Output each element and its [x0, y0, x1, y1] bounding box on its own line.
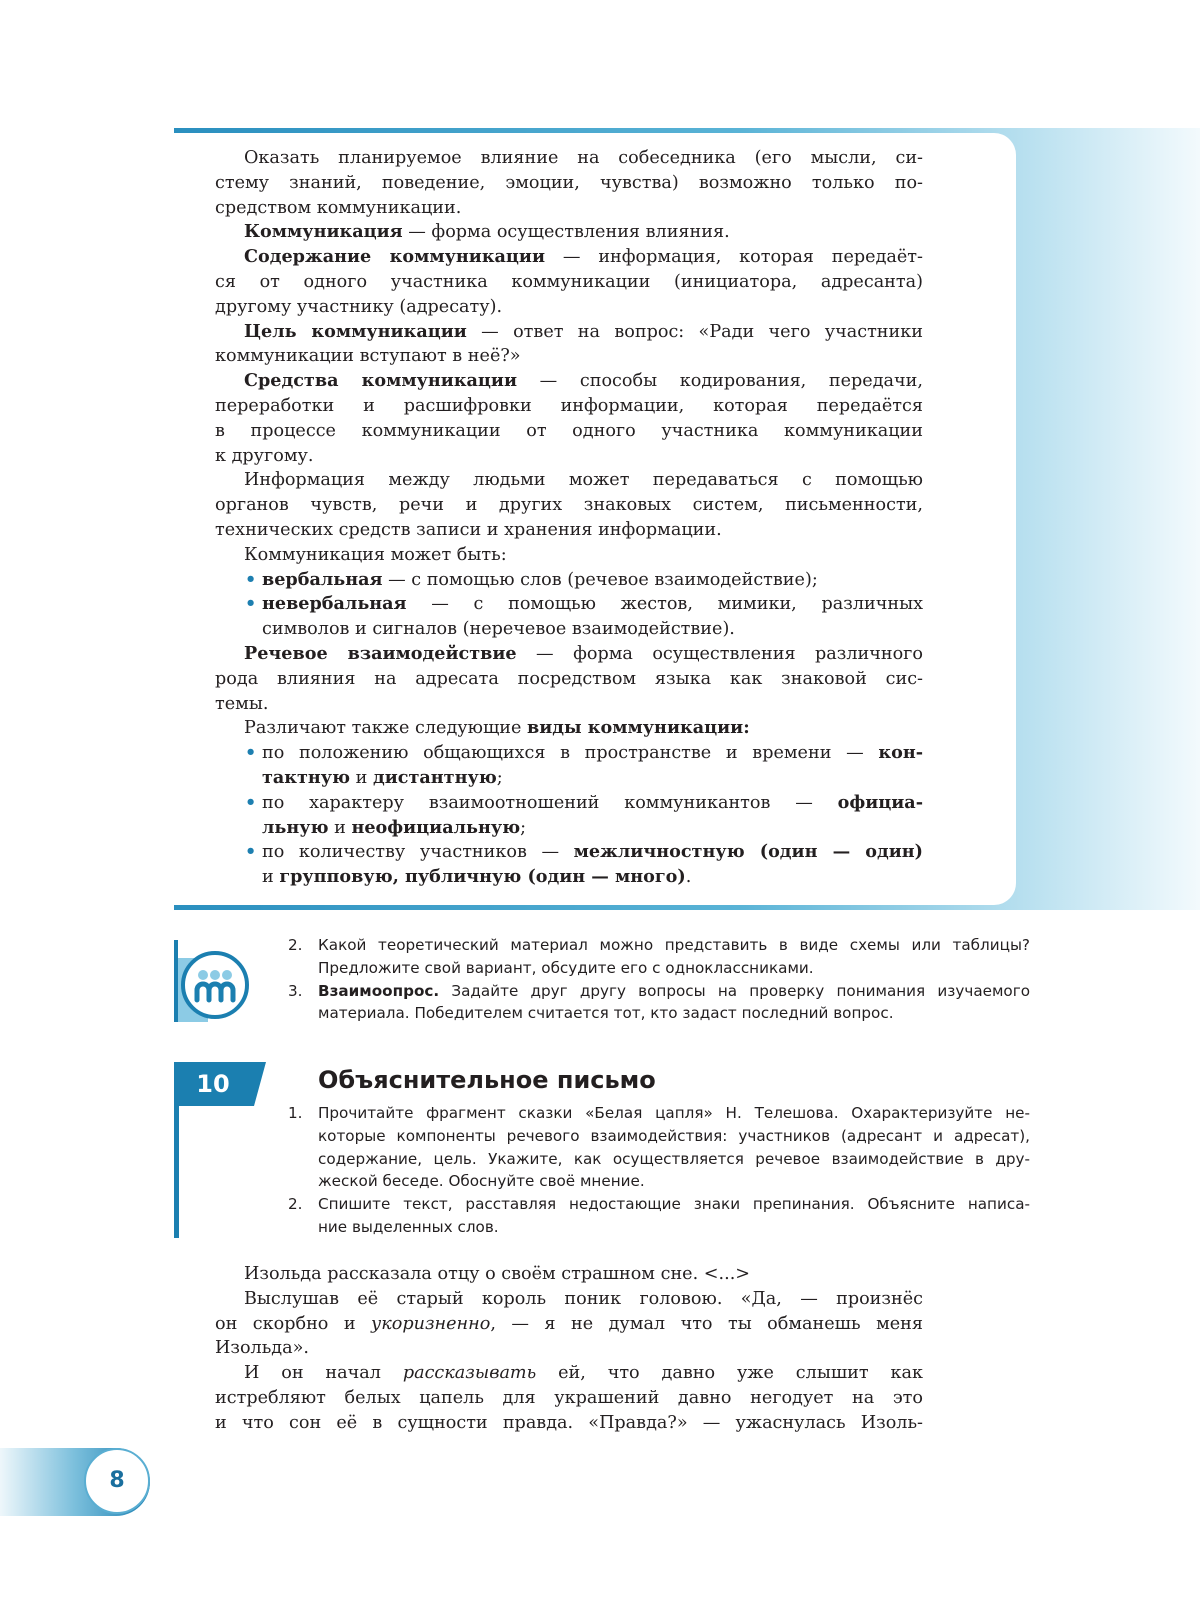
text-run: переработки и расшифровки информации, которая передаётся [215, 395, 923, 416]
group-task-list [288, 934, 1030, 1025]
text-run: Прочитайте фрагмент сказки «Белая цапля» Н. Телешова. Охарактеризуйте не- [318, 1104, 1030, 1122]
text-line [215, 369, 923, 394]
text-run: в процессе коммуникации от одного участника коммуникации [215, 420, 923, 441]
exercise-title: Объяснительное письмо [318, 1066, 656, 1094]
italic-word: рассказывать [402, 1363, 537, 1384]
bold-term: групповую, публичную (один — много) [279, 866, 686, 888]
bold-term: льную [262, 816, 329, 838]
text-run: рода влияния на адресата посредством языка как знаковой сис- [215, 668, 923, 689]
text-line [215, 1262, 923, 1287]
text-line [215, 171, 923, 196]
text-line [215, 394, 923, 419]
text-run: Задайте друг другу вопросы на проверку понимания изучаемого [439, 981, 1030, 1000]
paragraph [215, 716, 923, 741]
bullet-icon: • [245, 791, 257, 813]
group-discussion-icon [180, 950, 250, 1020]
bold-term: вербальная [262, 568, 383, 590]
text-line [318, 1125, 1030, 1148]
paragraph [215, 543, 923, 568]
text-line [262, 592, 923, 617]
text-run: Изольда рассказала отцу о своём страшном сне. <...> [244, 1264, 751, 1284]
text-run: — информация, которая передаёт- [545, 247, 923, 268]
bold-term: Содержание коммуникации [244, 246, 546, 268]
text-run: , — я не думал что ты обманешь меня [490, 1313, 923, 1334]
text-line [215, 146, 923, 171]
text-run: ; [520, 817, 527, 838]
bullet-item [215, 568, 923, 593]
text-line [215, 220, 923, 245]
bullet-item [215, 741, 923, 791]
text-run: органов чувств, речи и других знаковых систем, письменности, [215, 495, 923, 516]
text-run: жеской беседе. Обоснуйте своё мнение. [318, 1172, 645, 1191]
bold-term: кон- [878, 742, 923, 764]
bold-term: Коммуникация [244, 221, 403, 243]
text-line [215, 1287, 923, 1312]
italic-word: укоризненно [371, 1313, 491, 1334]
paragraph [215, 220, 923, 245]
paragraph [215, 1262, 923, 1287]
text-run: по количеству участников — [262, 842, 574, 863]
text-line [318, 1216, 1030, 1239]
bold-term: межличностную (один — один) [573, 841, 923, 863]
text-line [262, 766, 923, 791]
paragraph [215, 245, 923, 319]
text-line [318, 1193, 1030, 1216]
task-number: 2. [288, 1195, 303, 1214]
paragraph [215, 369, 923, 468]
text-run: — ответ на вопрос: «Ради чего участники [466, 321, 923, 342]
text-run: стему знаний, поведение, эмоции, чувства) возможно только по- [215, 172, 923, 193]
text-line [215, 196, 923, 221]
paragraph [215, 642, 923, 716]
text-line [215, 1361, 923, 1386]
bold-term: Средства коммуникации [244, 370, 518, 392]
text-run: ние выделенных слов. [318, 1217, 499, 1236]
bold-term: официа- [837, 791, 923, 813]
text-line [318, 1170, 1030, 1193]
text-run: Различают также следующие [244, 718, 528, 739]
text-run: по положению общающихся в пространстве и времени — [262, 743, 879, 764]
text-line [215, 1411, 923, 1436]
text-line [215, 468, 923, 493]
paragraph [215, 468, 923, 542]
bullet-item [215, 791, 923, 841]
text-line [318, 1148, 1030, 1171]
task-item [288, 1102, 1030, 1193]
paragraph [215, 320, 923, 370]
text-run: Выслушав её старый король поник головою. «Да, — произнёс [244, 1288, 923, 1309]
text-line [318, 1102, 1030, 1125]
bold-term: Речевое взаимодействие [244, 642, 517, 664]
text-line [262, 617, 923, 642]
text-line [215, 667, 923, 692]
text-run: коммуникации вступают в неё?» [215, 346, 521, 367]
task-number: 1. [288, 1104, 303, 1122]
text-line [262, 816, 923, 841]
text-line [215, 518, 923, 543]
text-run: Информация между людьми может передаваться с помощью [244, 470, 923, 491]
task-item [288, 980, 1030, 1026]
text-line [318, 957, 1030, 980]
bold-term: дистантную [373, 766, 497, 788]
text-line [215, 245, 923, 270]
text-line [262, 840, 923, 865]
text-run: средством коммуникации. [215, 197, 462, 218]
text-run: темы. [215, 693, 269, 714]
text-run: и что сон её в сущности правда. «Правда?» — ужаснулась Изоль- [215, 1412, 923, 1433]
text-run: . [685, 867, 692, 888]
text-line [215, 295, 923, 320]
text-line [262, 741, 923, 766]
text-line [215, 320, 923, 345]
story-text [215, 1262, 923, 1436]
text-line [215, 1312, 923, 1337]
bold-term: невербальная [262, 593, 407, 615]
bold-term: виды коммуникации: [527, 717, 750, 739]
exercise-task-list [288, 1102, 1030, 1239]
text-line [215, 716, 923, 741]
task-item [288, 934, 1030, 980]
paragraph [215, 1361, 923, 1435]
bullet-icon: • [245, 742, 257, 764]
text-line [262, 865, 923, 890]
text-run: истребляют белых цапель для украшений давно негодует на это [215, 1387, 923, 1408]
text-line [318, 1002, 1030, 1025]
text-run: другому участнику (адресату). [215, 296, 503, 317]
bullet-item [215, 840, 923, 890]
text-run: технических средств записи и хранения информации. [215, 519, 722, 540]
bullet-icon: • [245, 593, 257, 615]
text-run: И он начал [244, 1363, 403, 1384]
text-line [215, 419, 923, 444]
text-line [318, 980, 1030, 1003]
text-line [215, 1336, 923, 1361]
text-line [215, 1386, 923, 1411]
bold-term: Цель коммуникации [244, 320, 467, 342]
text-run: и [262, 867, 280, 888]
text-run: и [350, 767, 374, 788]
text-line [215, 444, 923, 469]
text-line [215, 270, 923, 295]
text-line [262, 791, 923, 816]
text-line [215, 344, 923, 369]
text-run: Спишите текст, расставляя недостающие знаки препинания. Объясните написа- [318, 1195, 1030, 1214]
text-run: ся от одного участника коммуникации (инициатора, адресанта) [215, 271, 923, 292]
text-run: Оказать планируемое влияние на собеседника (его мысли, си- [244, 148, 923, 168]
text-run: и [328, 817, 352, 838]
text-run: по характеру взаимоотношений коммуникантов — [262, 792, 838, 813]
task-item [288, 1193, 1030, 1239]
bullet-icon: • [245, 568, 257, 590]
text-run: — форма осуществления влияния. [402, 222, 730, 243]
text-run: — способы кодирования, передачи, [517, 371, 923, 392]
page-number: 8 [84, 1448, 150, 1514]
text-run: — с помощью жестов, мимики, различных [406, 594, 923, 615]
text-run: которые компоненты речевого взаимодействия: участников (адресант и адресат), [318, 1126, 1030, 1145]
text-run: — форма осуществления различного [516, 643, 923, 664]
text-run: Изольда». [215, 1338, 309, 1359]
text-run: Предложите свой вариант, обсудите его с одноклассниками. [318, 958, 814, 977]
bold-term: неофициальную [351, 816, 521, 838]
bullet-icon: • [245, 841, 257, 863]
text-line [215, 543, 923, 568]
paragraph [215, 146, 923, 220]
text-run: материала. Победителем считается тот, кто задаст последний вопрос. [318, 1004, 894, 1023]
task-number: 2. [288, 936, 303, 954]
bold-term: Взаимоопрос. [318, 981, 440, 1000]
bullet-item [215, 592, 923, 642]
text-line [318, 934, 1030, 957]
text-run: — с помощью слов (речевое взаимодействие); [382, 569, 818, 590]
exercise-marker-bar [174, 1100, 179, 1238]
task-number: 3. [288, 981, 303, 1000]
text-run: символов и сигналов (неречевое взаимодействие). [262, 619, 735, 640]
text-line [262, 568, 923, 593]
text-run: ; [496, 767, 503, 788]
bold-term: тактную [262, 766, 351, 788]
theory-text [215, 146, 923, 890]
text-line [215, 692, 923, 717]
text-run: он скорбно и [215, 1313, 372, 1334]
text-line [215, 642, 923, 667]
text-run: к другому. [215, 445, 314, 466]
text-run: ей, что давно уже слышит как [536, 1363, 924, 1384]
text-run: Коммуникация может быть: [244, 544, 507, 565]
paragraph [215, 1287, 923, 1361]
text-line [215, 493, 923, 518]
text-run: содержание, цель. Укажите, как осуществляется речевое взаимодействие в дру- [318, 1149, 1030, 1168]
text-run: Какой теоретический материал можно представить в виде схемы или таблицы? [318, 936, 1030, 954]
exercise-number: 10 [196, 1070, 230, 1098]
